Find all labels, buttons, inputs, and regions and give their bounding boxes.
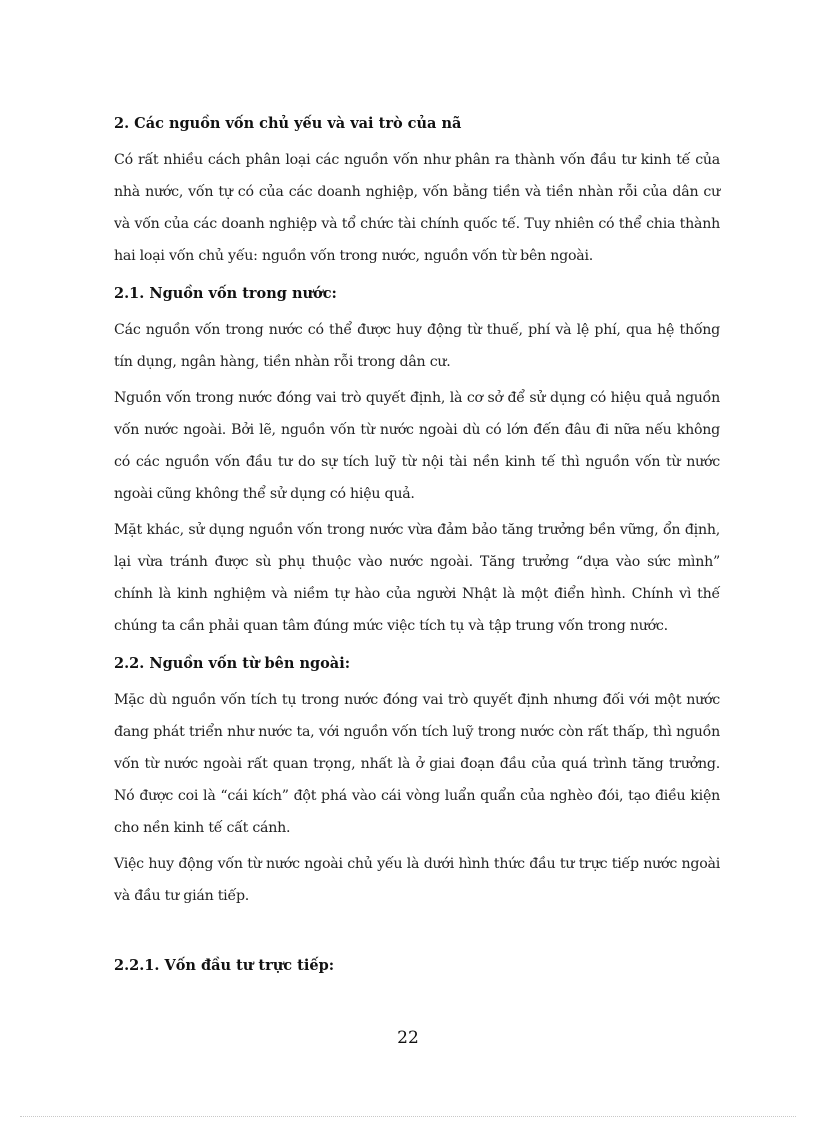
section-heading-2: 2. Các nguồn vốn chủ yếu và vai trò của nã [114, 115, 462, 132]
paragraph-2-1-b: Nguồn vốn trong nước đóng vai trò quyết định, là cơ sở để sử dụng có hiệu quả nguồn vốn nước ngoài. Bởi lẽ, nguồn vốn từ nước ngoài dù có lớn đến đâu đi nữa nếu không có các nguồn vốn đầu tư do sự tích luỹ từ nội tài nền kinh tế thì nguồn vốn từ nước ngoài cũng không thể sử dụng có hiệu quả. [114, 390, 720, 502]
paragraph-2-1-c: Mặt khác, sử dụng nguồn vốn trong nước vừa đảm bảo tăng trưởng bền vững, ổn định, lại vừa tránh được sù phụ thuộc vào nước ngoài. Tăng trưởng “dựa vào sức mình” chính là kinh nghiệm và niềm tự hào của người Nhật là một điển hình. Chính vì thế chúng ta cần phải quan tâm đúng mức việc tích tụ và tập trung vốn trong nước. [114, 522, 720, 634]
page-content [114, 108, 720, 982]
paragraph-2-2-b: Việc huy động vốn từ nước ngoài chủ yếu là dưới hình thức đầu tư trực tiếp nước ngoài và đầu tư gián tiếp. [114, 856, 720, 904]
page-number: 22 [397, 1028, 419, 1048]
paragraph-2-2-a: Mặc dù nguồn vốn tích tụ trong nước đóng vai trò quyết định nhưng đối với một nước đang phát triển như nước ta, với nguồn vốn tích luỹ trong nước còn rất thấp, thì nguồn vốn từ nước ngoài rất quan trọng, nhất là ở giai đoạn đầu của quá trình tăng trưởng. Nó được coi là “cái kích” đột phá vào cái vòng luẩn quẩn của nghèo đói, tạo điều kiện cho nền kinh tế cất cánh. [114, 692, 720, 836]
footer-divider [20, 1116, 796, 1117]
section-heading-2-1: 2.1. Nguồn vốn trong nước: [114, 285, 337, 302]
section-heading-2-2: 2.2. Nguồn vốn từ bên ngoài: [114, 655, 351, 672]
paragraph-intro: Có rất nhiều cách phân loại các nguồn vốn như phân ra thành vốn đầu tư kinh tế của nhà nước, vốn tự có của các doanh nghiệp, vốn bằng tiền và tiền nhàn rỗi của dân cư và vốn của các doanh nghiệp và tổ chức tài chính quốc tế. Tuy nhiên có thể chia thành hai loại vốn chủ yếu: nguồn vốn trong nước, nguồn vốn từ bên ngoài. [114, 152, 720, 264]
section-heading-2-2-1: 2.2.1. Vốn đầu tư trực tiếp: [114, 957, 335, 974]
paragraph-2-1-a: Các nguồn vốn trong nước có thể được huy động từ thuế, phí và lệ phí, qua hệ thống tín dụng, ngân hàng, tiền nhàn rỗi trong dân cư. [114, 322, 720, 370]
